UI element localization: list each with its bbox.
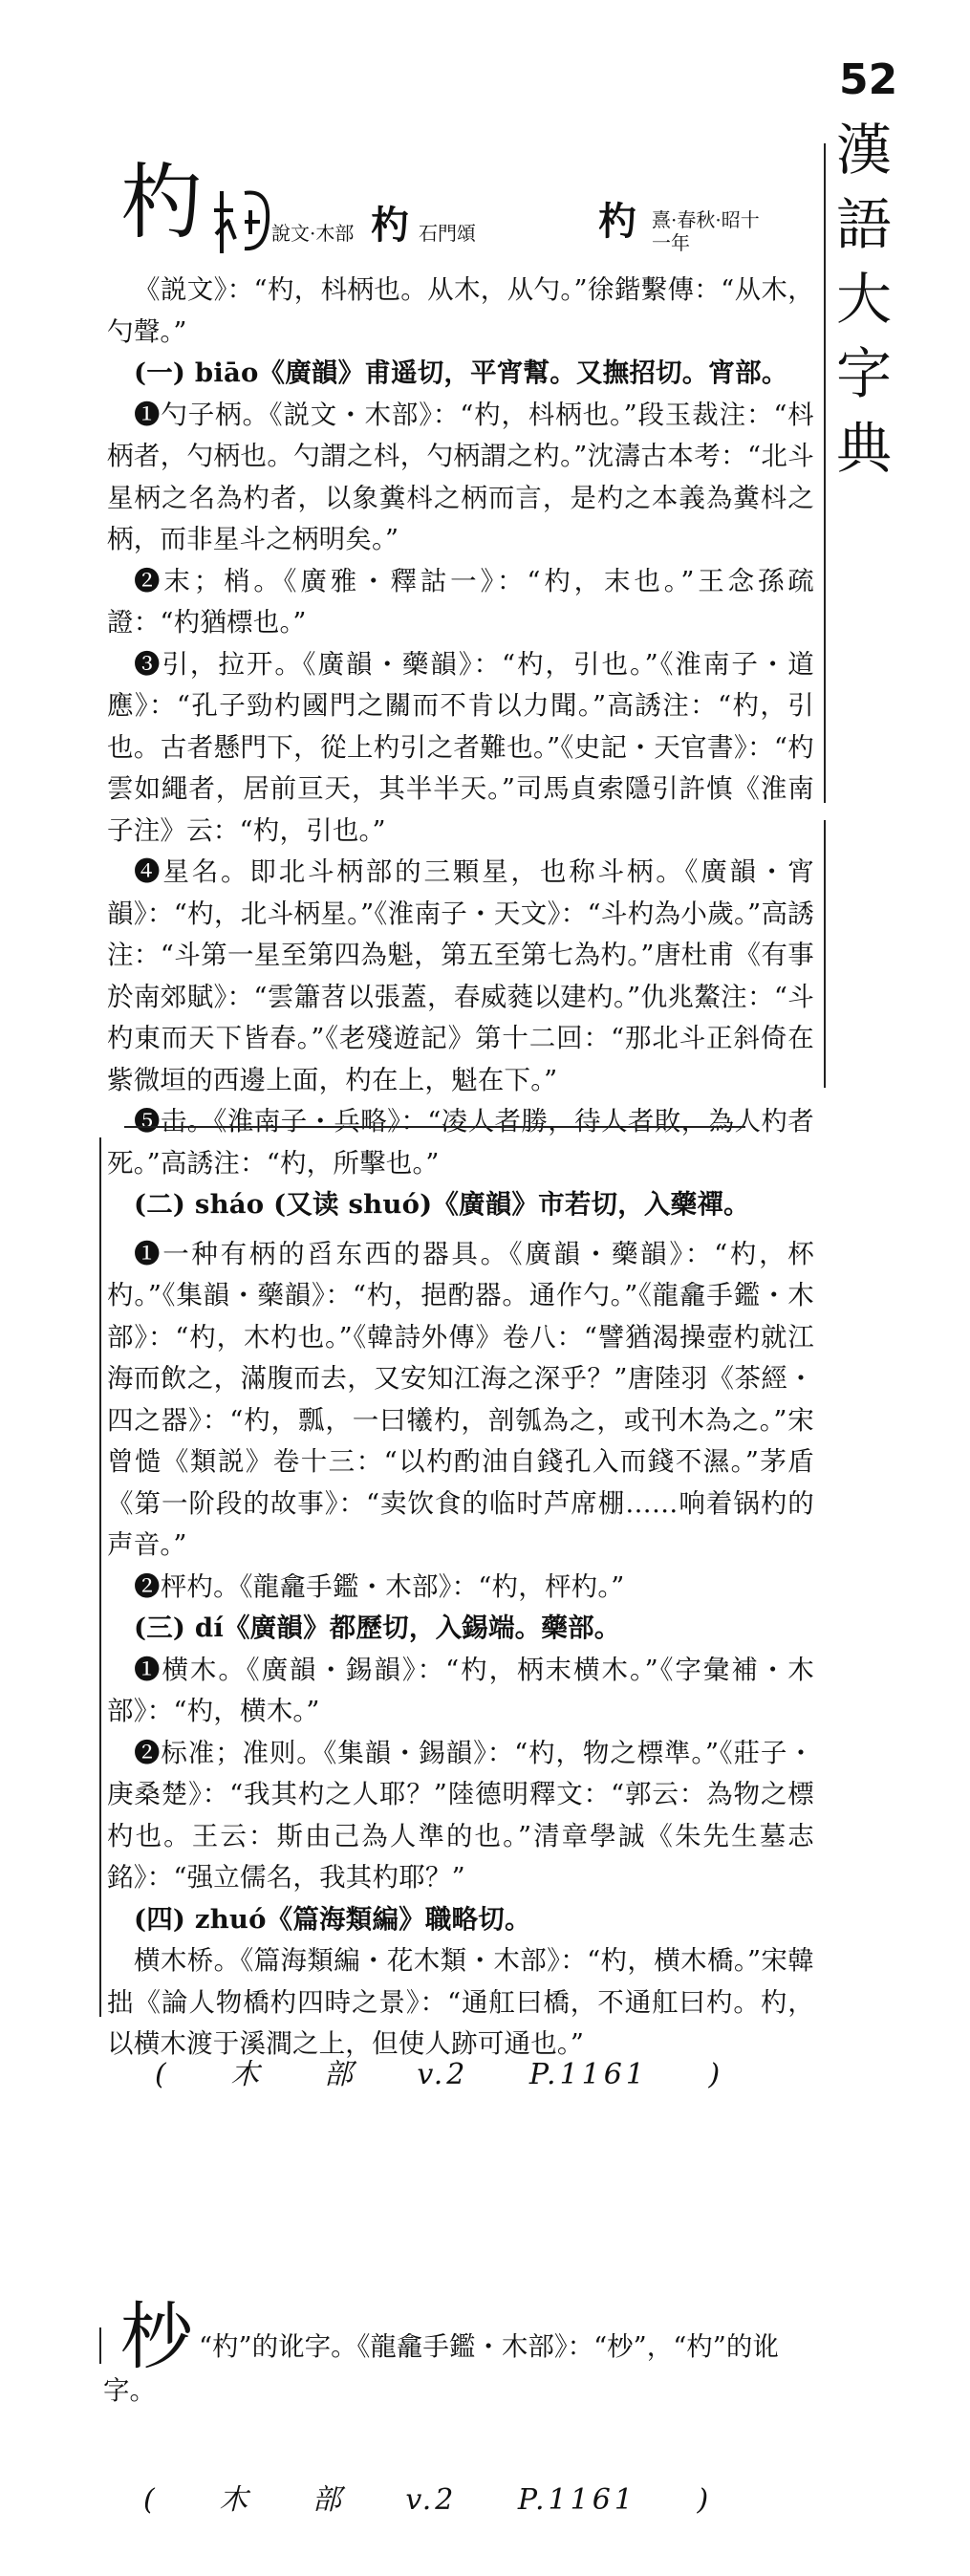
ref-volume: v.2 — [417, 2058, 469, 2091]
ref-radical: 木 — [219, 2483, 252, 2517]
headword-char: 杓 — [120, 155, 203, 250]
sense-paragraph: ❶横木。《廣韻・錫韻》：“杓，柄末横木。”《字彙補・木部》：“杓，横木。” — [107, 1654, 814, 1726]
entry2-text: “杓”的讹字。《龍龕手鑑・木部》：“杪”，“杓”的讹字。 — [103, 2331, 779, 2406]
ref-page: P.1161 — [528, 2058, 648, 2091]
book-title: 漢語大字典 — [835, 118, 892, 481]
sense-paragraph: ❸引，拉开。《廣韻・藥韻》：“杓，引也。”《淮南子・道應》：“孔子勁杓國門之關而不肯以力聞。”高誘注：“杓，引也。古者懸門下，從上杓引之者難也。”《史記・天官書》：“杓雲如繩者，居前亘天，其半半天。”司馬貞索隱引許慎《淮南子注》云：“杓，引也。” — [107, 648, 814, 846]
sense-paragraph: ❶勺子柄。《説文・木部》：“杓，枓柄也。”段玉裁注：“枓柄者，勺柄也。勺謂之枓，勺柄謂之杓。”沈濤古本考：“北斗星柄之名為杓者，以象糞枓之柄而言，是杓之本義為糞枓之柄，而非星斗之柄明矣。” — [107, 399, 814, 554]
sense-paragraph: ❹星名。即北斗柄部的三顆星，也称斗柄。《廣韻・宵韻》：“杓，北斗柄星。”《淮南子・天文》：“斗杓為小歲。”高誘注：“斗第一星至第四為魁，第五至第七為杓。”唐杜甫《有事於南郊賦》：“雲簫苕以張蓋，春威蕤以建杓。”仇兆鰲注：“斗杓東而天下皆春。”《老殘遊記》第十二回：“那北斗正斜倚在紫微垣的西邊上面，杓在上，魁在下。” — [107, 856, 814, 1095]
ref-open: ( — [143, 2483, 159, 2517]
ref-page: P.1161 — [517, 2483, 636, 2517]
column-rule-right-lower — [824, 820, 826, 1088]
reference-note-2 — [143, 2476, 760, 2518]
ref-bu: 部 — [312, 2483, 345, 2517]
form-source-shimensong: 石門頌 — [419, 222, 476, 245]
ref-radical: 木 — [230, 2058, 264, 2091]
sense-paragraph: ❺击。《淮南子・兵略》：“凌人者勝，待人者敗，為人杓者死。”高誘注：“杓，所擊也。” — [107, 1106, 814, 1179]
reading-heading: (二) sháo (又读 shuó)《廣韻》市若切，入藥禪。 — [134, 1189, 750, 1220]
entry-paragraph: 《説文》：“杓，枓柄也。从木，从勺。”徐鍇繫傳：“从木，勺聲。” — [107, 274, 814, 347]
margin-bar-left — [99, 1137, 101, 2017]
ref-bu: 部 — [323, 2058, 356, 2091]
form-source-shuowen: 說文·木部 — [271, 222, 355, 245]
section-divider — [124, 1126, 745, 1128]
form-char-shimensong: 杓 — [371, 203, 409, 248]
entry2-headword: 杪 — [120, 2294, 193, 2379]
reading-heading: (四) zhuó《篇海類編》職略切。 — [134, 1903, 531, 1935]
ref-volume: v.2 — [405, 2483, 458, 2517]
sense-paragraph: 横木桥。《篇海類編・花木類・木部》：“杓，横木橋。”宋韓拙《論人物橋杓四時之景》：“通舡曰橋，不通舡曰杓。杓，以横木渡于溪澗之上，但使人跡可通也。” — [107, 1945, 814, 2059]
headword-row — [120, 155, 808, 270]
seal-script-glyph-icon — [212, 182, 279, 258]
form-char-xiping: 杓 — [598, 199, 636, 244]
reading-heading: (一) biāo《廣韻》甫遥切，平宵幫。又撫招切。宵部。 — [134, 357, 788, 388]
sense-paragraph: ❷标准；准则。《集韻・錫韻》：“杓，物之標準。”《莊子・庚桑楚》：“我其杓之人耶？”陸德明釋文：“郭云：為物之標杓也。王云：斯由己為人準的也。”清章學誠《朱先生墓志銘》：“强立儒名，我其杓耶？” — [107, 1737, 814, 1893]
entry2-body — [103, 2325, 810, 2413]
ref-open: ( — [155, 2058, 170, 2091]
reading-heading: (三) dí《廣韻》都歷切，入錫端。藥部。 — [134, 1613, 621, 1643]
margin-bar-left-2 — [99, 2327, 101, 2364]
sense-paragraph: ❶一种有柄的舀东西的器具。《廣韻・藥韻》：“杓，杯杓。”《集韻・藥韻》：“杓，挹酌器。通作勺。”《龍龕手鑑・木部》：“杓，木杓也。”《韓詩外傳》卷八：“譬猶渴操壺杓就江海而飲之，滿腹而去，又安知江海之深乎？”唐陸羽《茶經・四之器》：“杓，瓢，一曰犧杓，剖瓠為之，或刊木為之。”宋曾慥《類説》卷十三：“以杓酌油自錢孔入而錢不濕。”茅盾《第一阶段的故事》：“卖饮食的临时芦席棚……响着锅杓的声音。” — [107, 1238, 814, 1560]
entry-body — [107, 270, 814, 2066]
form-source-xiping: 熹·春秋·昭十一年 — [652, 208, 760, 254]
column-rule-right — [824, 143, 826, 803]
ref-close: ) — [697, 2483, 713, 2517]
page-number: 52 — [839, 55, 898, 104]
sense-paragraph: ❷枰杓。《龍龕手鑑・木部》：“杓，枰杓。” — [134, 1570, 625, 1602]
reference-note-1 — [155, 2050, 771, 2092]
sense-paragraph: ❷末；梢。《廣雅・釋詁一》：“杓，末也。”王念孫疏證：“杓猶標也。” — [107, 565, 814, 638]
ref-close: ) — [708, 2058, 724, 2091]
